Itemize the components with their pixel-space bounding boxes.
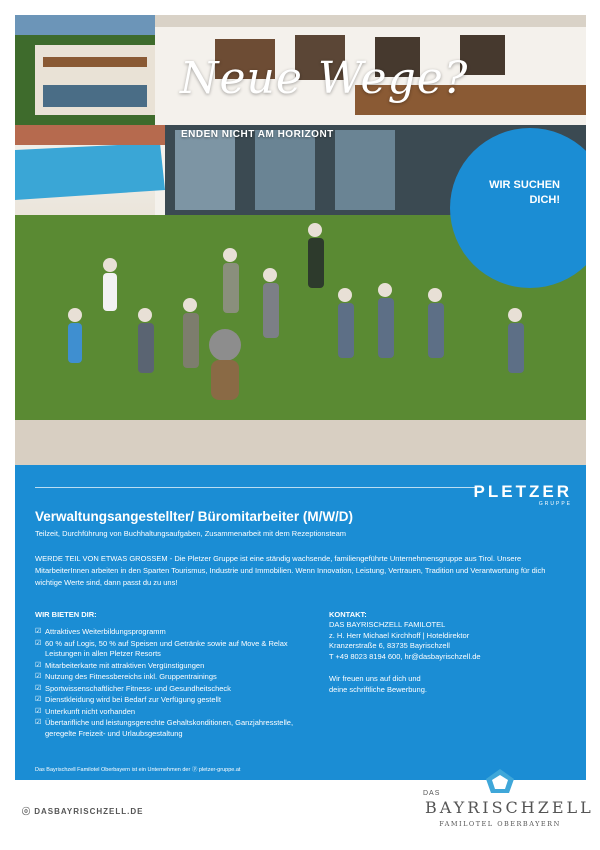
website-link[interactable]: ⓞ DASBAYRISCHZELL.DE	[22, 807, 144, 816]
checkbox-icon: ☑	[35, 661, 42, 669]
company-footnote[interactable]: Das Bayrischzell Familotel Oberbayern ist ein Unternehmen der ⓟ pletzer-gruppe.at	[35, 767, 241, 773]
checkbox-icon: ☑	[35, 684, 42, 692]
job-title: Verwaltungsangestellter/ Büromitarbeiter (M/W/D)	[35, 509, 354, 524]
benefit-list	[35, 627, 315, 740]
closing-line: deine schriftliche Bewerbung.	[329, 684, 427, 694]
list-item: ☑ Dienstkleidung wird bei Bedarf zur Verfügung gestellt	[35, 695, 221, 704]
list-item: ☑ Mitarbeiterkarte mit attraktiven Vergünstigungen	[35, 660, 205, 670]
job-subtitle: Teilzeit, Durchführung von Buchhaltungsaufgaben, Zusammenarbeit mit dem Rezeptionsteam	[35, 529, 347, 538]
brand-name: BAYRISCHZELL	[425, 798, 594, 817]
contact-line: DAS BAYRISCHZELL FAMILOTEL	[329, 620, 446, 629]
contact-heading: KONTAKT:	[329, 610, 367, 619]
contact-line: Kranzerstraße 6, 83735 Bayrischzell	[329, 641, 450, 650]
divider	[35, 487, 475, 488]
list-item: ☑ Sportwissenschaftlicher Fitness- und Gesundheitscheck	[35, 683, 231, 693]
closing-line: Wir freuen uns auf dich und	[329, 674, 421, 683]
list-item: ☑ Nutzung des Fitnessbereichs inkl. Gruppentrainings	[35, 672, 217, 681]
checkbox-icon: ☑	[35, 628, 42, 635]
job-panel	[15, 465, 586, 780]
hero-headline: Neue Wege?	[180, 53, 469, 104]
job-intro: WERDE TEIL VON ETWAS GROSSEM - Die Pletzer Gruppe ist eine ständig wachsende, familiengeführte Unternehmensgruppe aus Tirol. Unsere MitarbeiterInnen arbeiten in den Sparten Tourismus, Industrie und Immobilien. Wenn Innovation, Leistung, Vertrauen, Tradition und Verantwortung für dich wichtige Werte sind, dann passt du zu uns!	[35, 554, 546, 587]
hero-subline: ENDEN NICHT AM HORIZONT	[181, 129, 334, 140]
pletzer-logo	[472, 482, 572, 507]
logo-tagline: GRUPPE	[538, 501, 572, 507]
checkbox-icon: ☑	[35, 719, 42, 726]
list-item: ☑ Attraktives Weiterbildungsprogramm	[35, 627, 166, 636]
offer-heading: WIR BIETEN DIR:	[35, 610, 97, 619]
checkbox-icon: ☑	[35, 707, 42, 715]
hero-badge-text: WIR SUCHEN DICH!	[489, 179, 560, 206]
contact-block	[329, 620, 569, 695]
brand-subline: FAMILOTEL OBERBAYERN	[439, 820, 561, 828]
list-item: ☑ 60 % auf Logis, 50 % auf Speisen und Getränke sowie auf Move & Relax Leistungen in allen Pletzer Resorts	[35, 638, 288, 658]
checkbox-icon: ☑	[35, 696, 42, 703]
brand-prefix: DAS	[423, 790, 441, 797]
list-item: ☑ Unterkunft nicht vorhanden	[35, 706, 136, 716]
hero-photo	[15, 15, 586, 465]
logo-wordmark: PLETZER	[473, 482, 572, 501]
pentagon-logo-icon	[485, 768, 515, 794]
contact-email[interactable]: T +49 8023 8194 600, hr@dasbayrischzell.de	[329, 651, 481, 661]
list-item: ☑ Übertarifliche und leistungsgerechte Gehaltskonditionen, Ganzjahresstelle, geregelte Freizeit- und Urlaubsgestaltung	[35, 718, 294, 738]
checkbox-icon: ☑	[35, 639, 42, 647]
contact-line: z. H. Herr Michael Kirchhoff | Hoteldirektor	[329, 630, 470, 640]
checkbox-icon: ☑	[35, 673, 42, 680]
